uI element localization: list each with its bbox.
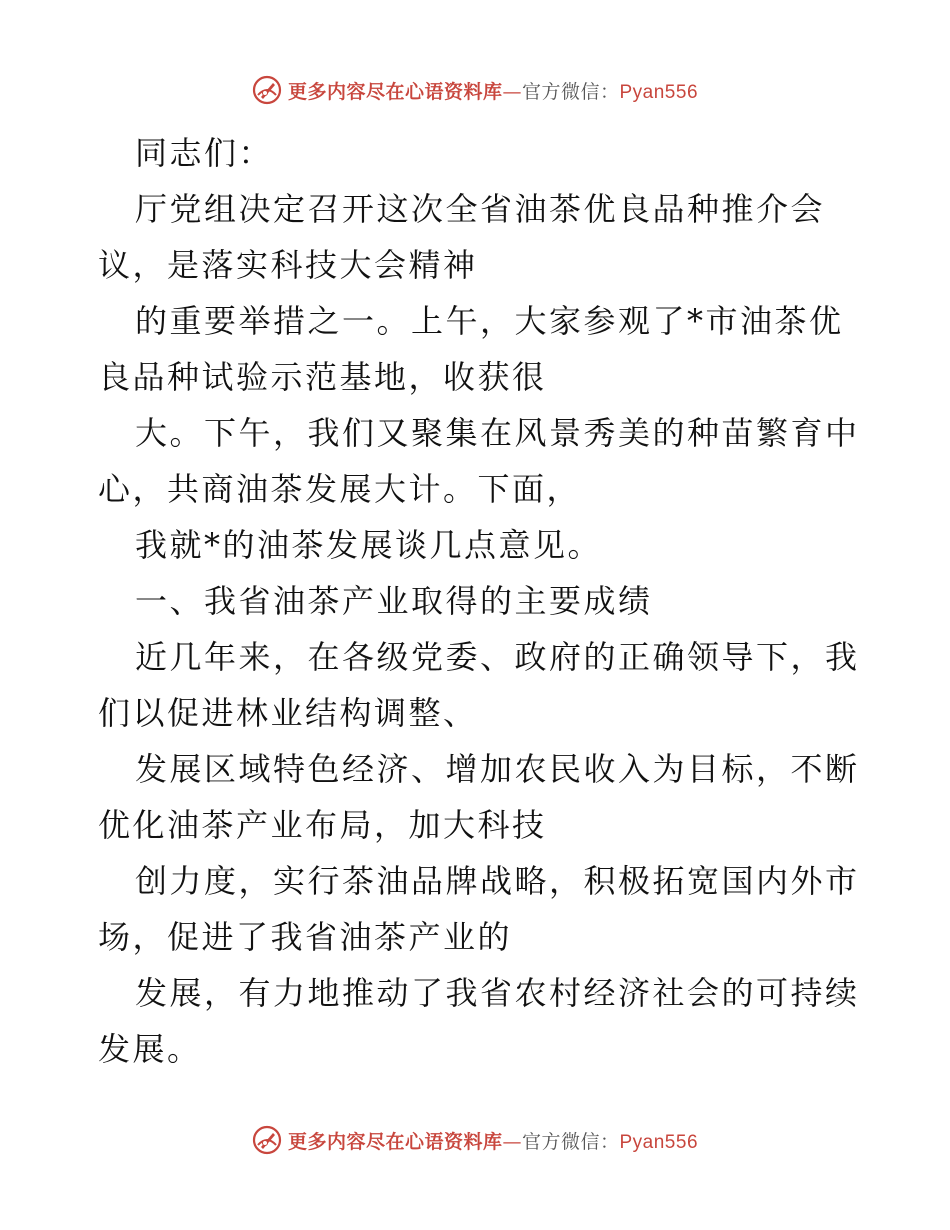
- text-line: 一、我省油茶产业取得的主要成绩: [135, 582, 653, 620]
- watermark-brand: 更多内容尽在心语资料库: [287, 80, 503, 103]
- text-line: 大。下午，我们又聚集在风景秀美的种苗繁育中: [135, 414, 860, 452]
- footer-watermark: [0, 1120, 950, 1160]
- text-line: 发展区域特色经济、增加农民收入为目标，不断: [135, 750, 860, 788]
- text-line: 发展，有力地推动了我省农村经济社会的可持续: [135, 974, 860, 1012]
- text-line: 我就*的油茶发展谈几点意见。: [135, 526, 603, 564]
- text-line: 场，促进了我省油茶产业的: [98, 918, 513, 956]
- watermark-dash: —: [502, 1130, 522, 1153]
- text-line: 的重要举措之一。上午，大家参观了*市油茶优: [135, 302, 844, 340]
- book-pen-logo-icon: [252, 1125, 282, 1155]
- text-line: 心，共商油茶发展大计。下面，: [98, 470, 582, 508]
- header-watermark: [0, 70, 950, 110]
- text-line: 们以促进林业结构调整、: [98, 694, 478, 732]
- watermark-dash: —: [502, 80, 522, 103]
- text-line: 议，是落实科技大会精神: [98, 246, 478, 284]
- document-body: [98, 125, 858, 1077]
- watermark-account: Pyan556: [619, 81, 699, 103]
- watermark-brand: 更多内容尽在心语资料库: [287, 1130, 503, 1153]
- watermark-text: [288, 77, 698, 104]
- text-line: 厅党组决定召开这次全省油茶优良品种推介会: [135, 190, 826, 228]
- text-line: 创力度，实行茶油品牌战略，积极拓宽国内外市: [135, 862, 860, 900]
- watermark-account: Pyan556: [619, 1131, 699, 1153]
- text-line: 发展。: [98, 1030, 202, 1068]
- watermark-official: 官方微信：: [521, 80, 620, 103]
- text-line: 同志们：: [135, 134, 274, 172]
- watermark-text: [288, 1127, 698, 1154]
- book-pen-logo-icon: [252, 75, 282, 105]
- watermark-official: 官方微信：: [521, 1130, 620, 1153]
- text-line: 良品种试验示范基地，收获很: [98, 358, 547, 396]
- text-line: 优化油茶产业布局，加大科技: [98, 806, 547, 844]
- text-line: 近几年来，在各级党委、政府的正确领导下，我: [135, 638, 860, 676]
